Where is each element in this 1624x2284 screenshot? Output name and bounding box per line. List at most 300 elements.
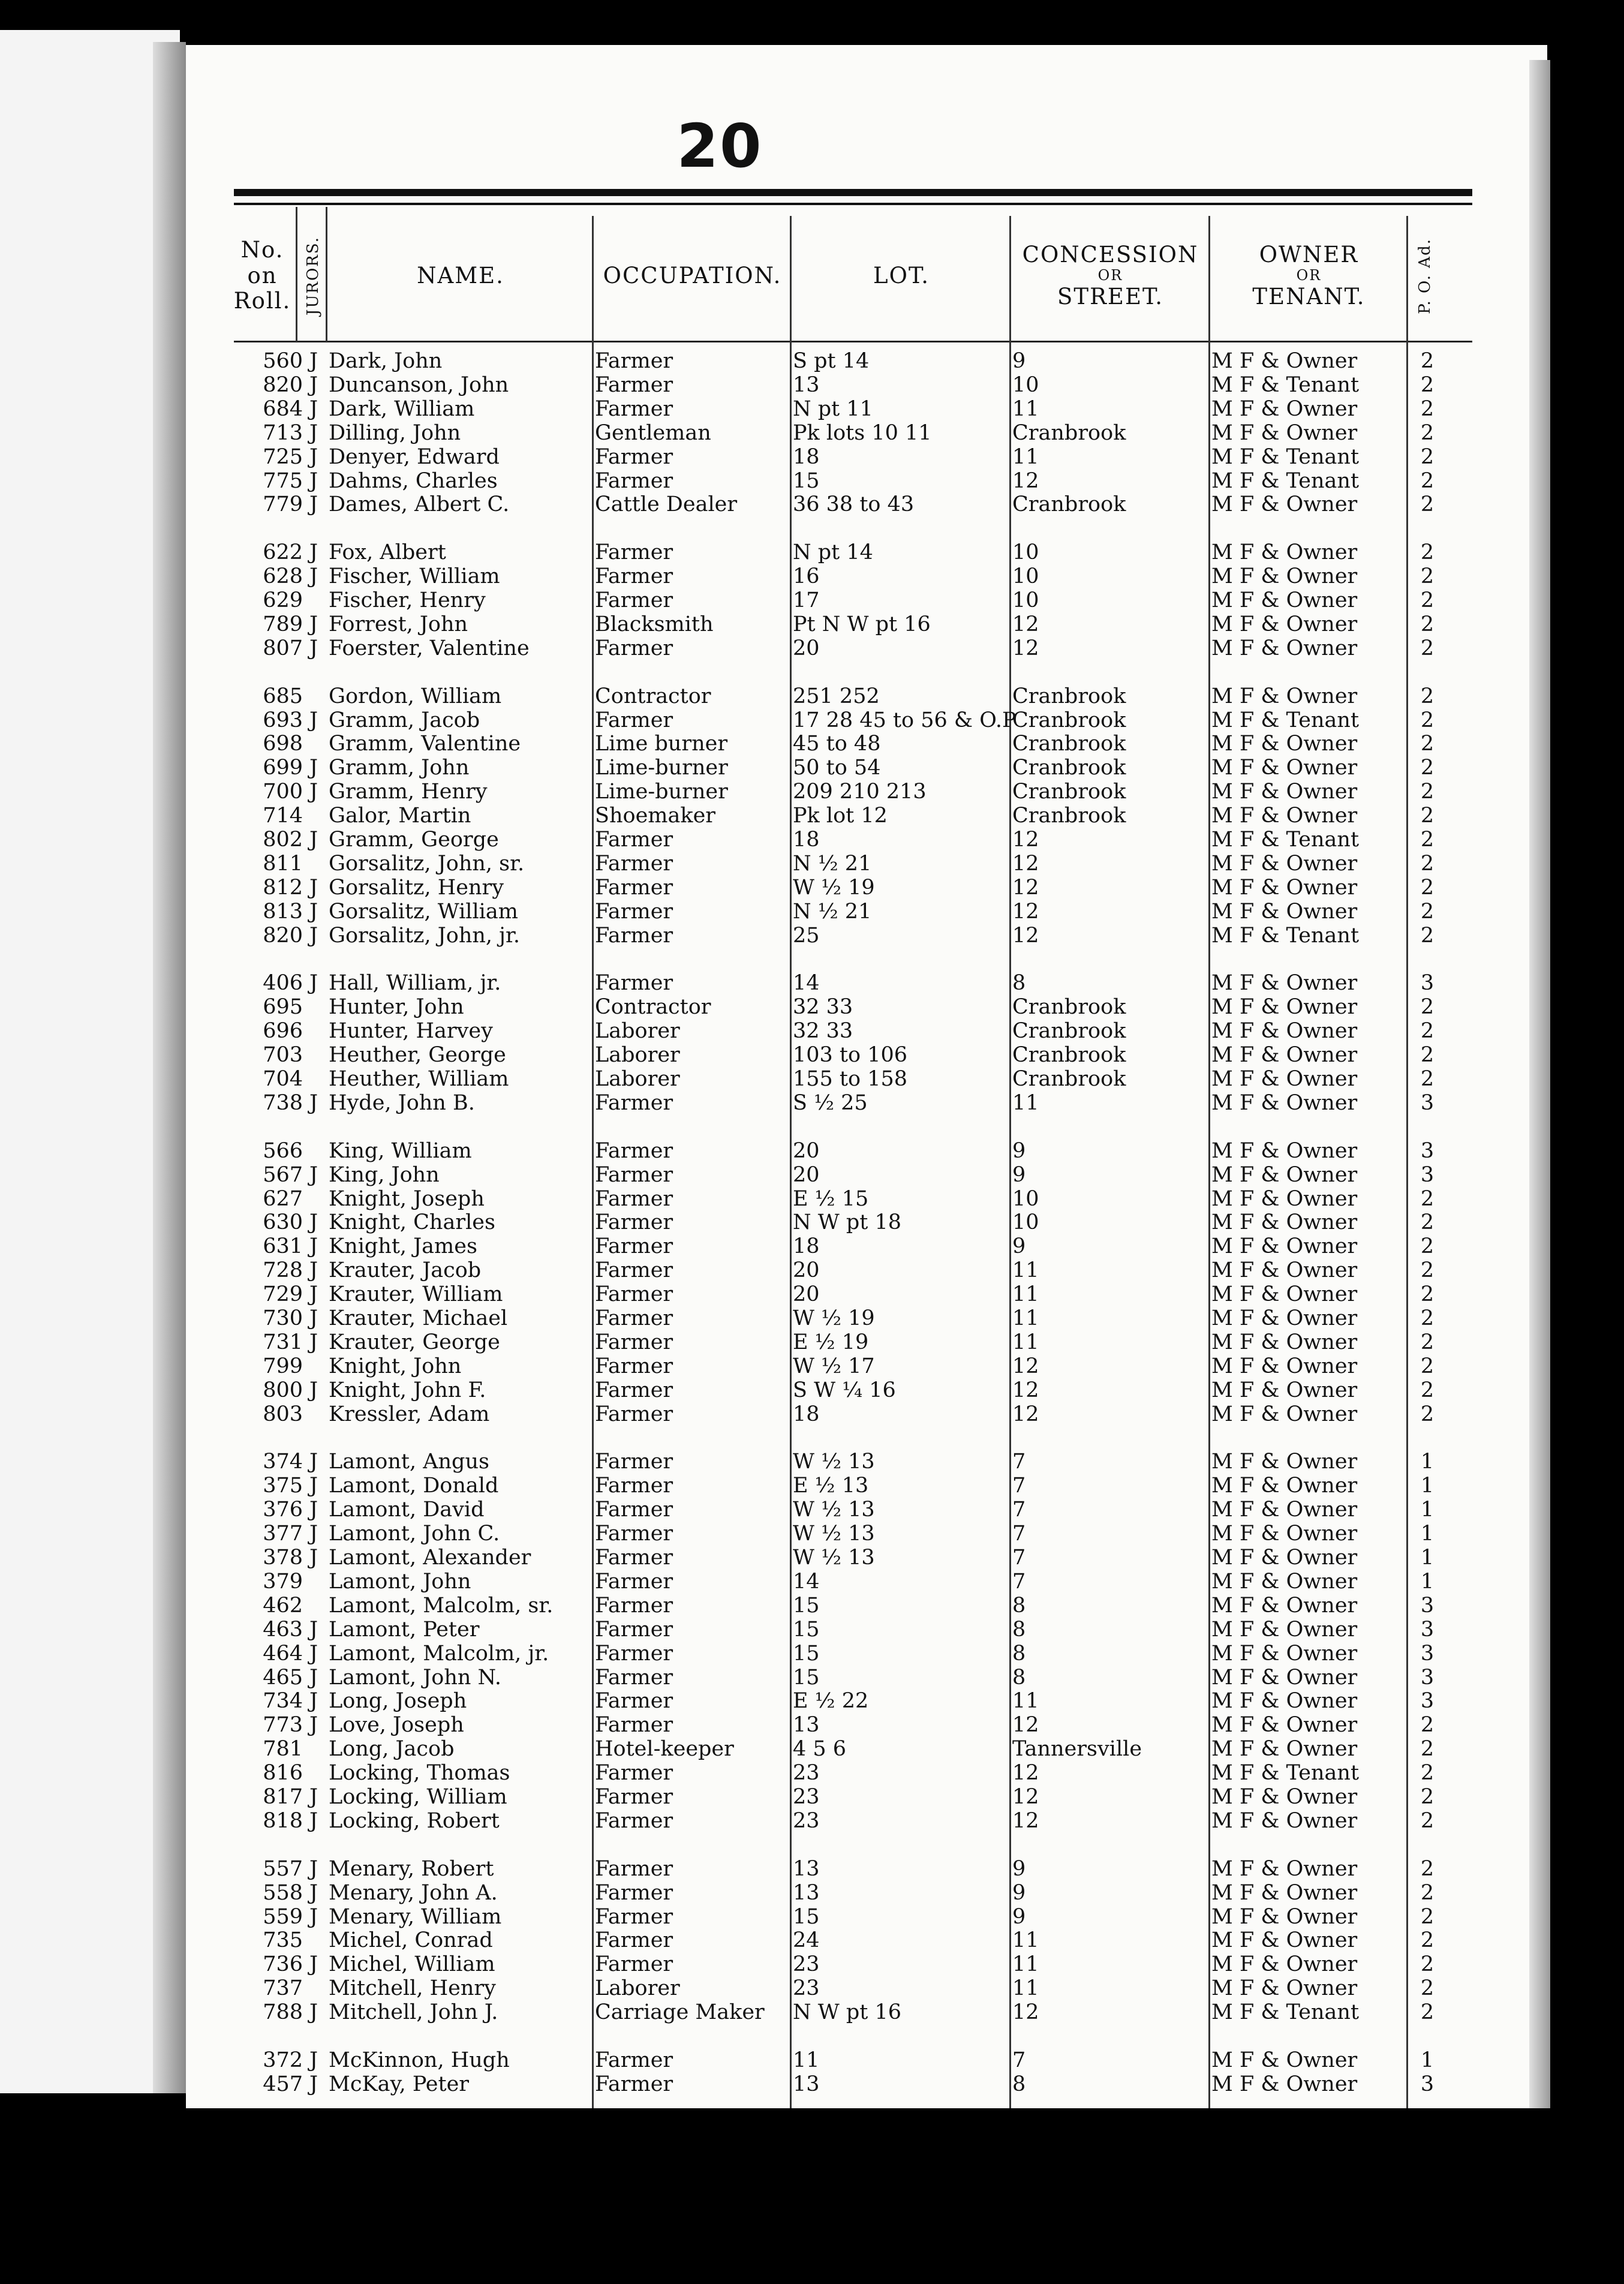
post-office: 2 (1420, 828, 1434, 852)
post-office: 1 (1420, 1546, 1434, 1570)
post-office: 1 (1420, 2048, 1434, 2072)
roll-number: 377 (263, 1522, 303, 1546)
occupation: Farmer (595, 1593, 673, 1618)
occupation: Farmer (595, 1354, 673, 1378)
post-office: 2 (1420, 1043, 1434, 1068)
owner-tenant: M F & Owner (1211, 732, 1358, 756)
concession: 8 (1012, 1665, 1026, 1690)
owner-tenant: M F & Owner (1211, 1162, 1358, 1187)
concession: 7 (1012, 1498, 1026, 1522)
col-divider-jurors-left (296, 207, 297, 342)
owner-tenant: M F & Owner (1211, 492, 1358, 517)
concession: 12 (1012, 1761, 1039, 1786)
post-office: 2 (1420, 995, 1434, 1020)
person-name: Lamont, John (329, 1569, 471, 1594)
person-name: Mitchell, John J. (329, 2000, 498, 2025)
concession: 12 (1012, 612, 1039, 636)
lot: 16 (793, 564, 820, 589)
header-concession-line3: STREET. (1057, 283, 1163, 309)
person-name: Duncanson, John (329, 372, 509, 397)
roll-entry-row (0, 1474, 1475, 1497)
owner-tenant: M F & Owner (1211, 1665, 1358, 1690)
post-office: 2 (1420, 1904, 1434, 1929)
roll-number: 737 (263, 1976, 303, 2001)
lot: W ½ 17 (793, 1354, 875, 1378)
juror-mark: J (309, 1665, 318, 1690)
post-office: 2 (1420, 444, 1434, 469)
lot: 14 (793, 971, 820, 996)
person-name: Locking, Robert (329, 1808, 500, 1833)
occupation: Farmer (595, 1617, 673, 1642)
post-office: 2 (1420, 1019, 1434, 1044)
owner-tenant: M F & Owner (1211, 420, 1358, 445)
concession: Cranbrook (1012, 1043, 1126, 1068)
roll-number: 799 (263, 1354, 303, 1378)
roll-number: 379 (263, 1569, 303, 1594)
owner-tenant: M F & Owner (1211, 1090, 1358, 1115)
owner-tenant: M F & Owner (1211, 875, 1358, 900)
juror-mark: J (309, 828, 318, 852)
owner-tenant: M F & Owner (1211, 1546, 1358, 1570)
header-po-address (1411, 219, 1439, 333)
roll-entry-row (0, 589, 1475, 612)
person-name: McKay, Peter (329, 2072, 470, 2096)
person-name: Dahms, Charles (329, 468, 498, 493)
person-name: Locking, Thomas (329, 1761, 510, 1786)
owner-tenant: M F & Owner (1211, 564, 1358, 589)
header-no-on-roll (225, 216, 300, 336)
post-office: 2 (1420, 396, 1434, 421)
post-office: 2 (1420, 899, 1434, 924)
lot: S ½ 25 (793, 1090, 868, 1115)
lot: 13 (793, 372, 820, 397)
concession: 12 (1012, 1785, 1039, 1809)
concession: 11 (1012, 444, 1039, 469)
occupation: Farmer (595, 2072, 673, 2096)
person-name: Heuther, William (329, 1067, 509, 1091)
lot: N ½ 21 (793, 899, 872, 924)
lot: 50 to 54 (793, 756, 881, 780)
post-office: 2 (1420, 492, 1434, 517)
owner-tenant: M F & Owner (1211, 1210, 1358, 1235)
roll-number: 800 (263, 1378, 303, 1402)
roll-number: 376 (263, 1498, 303, 1522)
owner-tenant: M F & Owner (1211, 1306, 1358, 1330)
occupation: Laborer (595, 1067, 680, 1091)
person-name: Gorsalitz, John, jr. (329, 923, 521, 948)
lot: 155 to 158 (793, 1067, 907, 1091)
owner-tenant: M F & Owner (1211, 1952, 1358, 1977)
occupation: Farmer (595, 468, 673, 493)
juror-mark: J (309, 468, 318, 493)
roll-entry-row (0, 1379, 1475, 1402)
juror-mark: J (309, 349, 318, 373)
post-office: 2 (1420, 1928, 1434, 1953)
roll-number: 378 (263, 1546, 303, 1570)
occupation: Farmer (595, 1569, 673, 1594)
roll-number: 788 (263, 2000, 303, 2025)
owner-tenant: M F & Owner (1211, 899, 1358, 924)
occupation: Farmer (595, 1306, 673, 1330)
concession: 7 (1012, 2048, 1026, 2072)
post-office: 2 (1420, 875, 1434, 900)
post-office: 2 (1420, 1210, 1434, 1235)
occupation: Farmer (595, 1282, 673, 1307)
owner-tenant: M F & Owner (1211, 1282, 1358, 1307)
lot: W ½ 13 (793, 1498, 875, 1522)
roll-entry-row (0, 2073, 1475, 2096)
juror-mark: J (309, 1904, 318, 1929)
person-name: Gramm, John (329, 756, 470, 780)
post-office: 2 (1420, 588, 1434, 612)
post-office: 2 (1420, 540, 1434, 565)
owner-tenant: M F & Owner (1211, 1330, 1358, 1354)
roll-number: 560 (263, 349, 303, 373)
concession: 12 (1012, 923, 1039, 948)
header-lot-label: LOT. (873, 262, 930, 288)
juror-mark: J (309, 1210, 318, 1235)
roll-number: 728 (263, 1258, 303, 1283)
person-name: Menary, John A. (329, 1880, 498, 1905)
juror-mark: J (309, 1378, 318, 1402)
roll-number: 779 (263, 492, 303, 517)
owner-tenant: M F & Owner (1211, 1354, 1358, 1378)
roll-entry-row (0, 1355, 1475, 1378)
owner-tenant: M F & Owner (1211, 1498, 1358, 1522)
concession: 8 (1012, 971, 1026, 996)
roll-entry-row (0, 1738, 1475, 1760)
owner-tenant: M F & Owner (1211, 2048, 1358, 2072)
person-name: Krauter, Jacob (329, 1258, 482, 1283)
concession: 12 (1012, 875, 1039, 900)
occupation: Laborer (595, 1043, 680, 1068)
concession: 8 (1012, 1641, 1026, 1666)
lot: S pt 14 (793, 349, 870, 373)
occupation: Farmer (595, 540, 673, 565)
person-name: Menary, Robert (329, 1856, 494, 1881)
concession: 10 (1012, 540, 1039, 565)
post-office: 2 (1420, 612, 1434, 636)
occupation: Farmer (595, 1330, 673, 1354)
juror-mark: J (309, 1546, 318, 1570)
lot: 13 (793, 1713, 820, 1738)
owner-tenant: M F & Owner (1211, 1378, 1358, 1402)
roll-number: 775 (263, 468, 303, 493)
header-concession-line1: CONCESSION (1022, 241, 1199, 268)
person-name: Kressler, Adam (329, 1402, 490, 1426)
owner-tenant: M F & Tenant (1211, 444, 1360, 469)
roll-number: 703 (263, 1043, 303, 1068)
owner-tenant: M F & Owner (1211, 1928, 1358, 1953)
roll-number: 622 (263, 540, 303, 565)
juror-mark: J (309, 1641, 318, 1666)
person-name: Heuther, George (329, 1043, 506, 1068)
post-office: 2 (1420, 1761, 1434, 1786)
post-office: 2 (1420, 1737, 1434, 1762)
occupation: Farmer (595, 1856, 673, 1881)
header-bottom-rule (234, 341, 1472, 342)
person-name: Hunter, Harvey (329, 1019, 493, 1044)
concession: 12 (1012, 2000, 1039, 2025)
person-name: Dark, John (329, 349, 443, 373)
concession: 12 (1012, 1378, 1039, 1402)
juror-mark: J (309, 2048, 318, 2072)
occupation: Farmer (595, 1402, 673, 1426)
occupation: Hotel-keeper (595, 1737, 734, 1762)
person-name: Krauter, George (329, 1330, 500, 1354)
person-name: Long, Jacob (329, 1737, 455, 1762)
concession: 7 (1012, 1569, 1026, 1594)
roll-entry-row (0, 1498, 1475, 1521)
roll-entry-row (0, 1307, 1475, 1330)
roll-entry-row (0, 1546, 1475, 1569)
juror-mark: J (309, 1474, 318, 1498)
post-office: 2 (1420, 1785, 1434, 1809)
header-concession (1012, 216, 1208, 336)
person-name: Foerster, Valentine (329, 636, 530, 660)
roll-entry-row (0, 2049, 1475, 2072)
owner-tenant: M F & Owner (1211, 1402, 1358, 1426)
concession: 11 (1012, 1976, 1039, 2001)
post-office: 2 (1420, 420, 1434, 445)
occupation: Farmer (595, 1474, 673, 1498)
page-right-edge (1529, 60, 1550, 2108)
occupation: Farmer (595, 1713, 673, 1738)
lot: 13 (793, 2072, 820, 2096)
person-name: Michel, William (329, 1952, 495, 1977)
occupation: Contractor (595, 684, 711, 708)
juror-mark: J (309, 396, 318, 421)
juror-mark: J (309, 636, 318, 660)
roll-entry-row (0, 732, 1475, 755)
header-lot (793, 216, 1010, 336)
lot: W ½ 13 (793, 1450, 875, 1474)
owner-tenant: M F & Owner (1211, 636, 1358, 660)
person-name: Galor, Martin (329, 804, 471, 828)
person-name: Gramm, Henry (329, 780, 488, 804)
occupation: Farmer (595, 349, 673, 373)
roll-entry-row (0, 493, 1475, 516)
concession: 8 (1012, 1617, 1026, 1642)
concession: 12 (1012, 1402, 1039, 1426)
post-office: 2 (1420, 1976, 1434, 2001)
post-office: 3 (1420, 1138, 1434, 1163)
juror-mark: J (309, 1162, 318, 1187)
concession: 9 (1012, 1904, 1026, 1929)
lot: 24 (793, 1928, 820, 1953)
juror-mark: J (309, 492, 318, 517)
owner-tenant: M F & Owner (1211, 612, 1358, 636)
lot: 45 to 48 (793, 732, 881, 756)
roll-number: 372 (263, 2048, 303, 2072)
post-office: 2 (1420, 564, 1434, 589)
concession: Cranbrook (1012, 1067, 1126, 1091)
owner-tenant: M F & Owner (1211, 1785, 1358, 1809)
post-office: 2 (1420, 372, 1434, 397)
occupation: Farmer (595, 1641, 673, 1666)
concession: Cranbrook (1012, 780, 1126, 804)
roll-entry-row (0, 1882, 1475, 1904)
header-concession-or: OR (1097, 267, 1123, 284)
lot: 20 (793, 1162, 820, 1187)
person-name: Gorsalitz, John, sr. (329, 851, 525, 876)
occupation: Blacksmith (595, 612, 714, 636)
roll-entry-row (0, 1594, 1475, 1617)
roll-number: 463 (263, 1617, 303, 1642)
post-office: 2 (1420, 923, 1434, 948)
concession: 11 (1012, 1282, 1039, 1307)
lot: 14 (793, 1569, 820, 1594)
roll-number: 730 (263, 1306, 303, 1330)
post-office: 2 (1420, 684, 1434, 708)
lot: S W ¼ 16 (793, 1378, 896, 1402)
roll-entry-row (0, 1810, 1475, 1832)
concession: 7 (1012, 1474, 1026, 1498)
roll-number: 818 (263, 1808, 303, 1833)
post-office: 1 (1420, 1498, 1434, 1522)
owner-tenant: M F & Owner (1211, 1689, 1358, 1714)
concession: 10 (1012, 1186, 1039, 1211)
roll-number: 729 (263, 1282, 303, 1307)
header-name (329, 216, 593, 336)
roll-number: 725 (263, 444, 303, 469)
roll-entry-row (0, 1092, 1475, 1114)
lot: 20 (793, 636, 820, 660)
roll-number: 704 (263, 1067, 303, 1091)
lot: 17 (793, 588, 820, 612)
header-owner-line1: OWNER (1259, 241, 1359, 268)
juror-mark: J (309, 1450, 318, 1474)
post-office: 2 (1420, 1282, 1434, 1307)
lot: 15 (793, 468, 820, 493)
roll-number: 629 (263, 588, 303, 612)
lot: 15 (793, 1593, 820, 1618)
person-name: Lamont, Angus (329, 1450, 489, 1474)
person-name: Dilling, John (329, 420, 461, 445)
occupation: Laborer (595, 1976, 680, 2001)
roll-number: 781 (263, 1737, 303, 1762)
juror-mark: J (309, 1952, 318, 1977)
occupation: Farmer (595, 564, 673, 589)
roll-number: 628 (263, 564, 303, 589)
owner-tenant: M F & Owner (1211, 1976, 1358, 2001)
lot: 23 (793, 1952, 820, 1977)
post-office: 2 (1420, 780, 1434, 804)
person-name: Lamont, Malcolm, sr. (329, 1593, 554, 1618)
person-name: Knight, James (329, 1234, 477, 1259)
person-name: Hyde, John B. (329, 1090, 475, 1115)
person-name: Gramm, Jacob (329, 708, 480, 732)
roll-number: 375 (263, 1474, 303, 1498)
lot: 32 33 (793, 1019, 853, 1044)
concession: 12 (1012, 1713, 1039, 1738)
post-office: 2 (1420, 1330, 1434, 1354)
roll-entry-row (0, 1283, 1475, 1306)
owner-tenant: M F & Owner (1211, 2072, 1358, 2096)
roll-number: 696 (263, 1019, 303, 1044)
person-name: Lamont, David (329, 1498, 485, 1522)
occupation: Farmer (595, 2048, 673, 2072)
roll-entry-row (0, 780, 1475, 803)
owner-tenant: M F & Owner (1211, 588, 1358, 612)
person-name: Lamont, Peter (329, 1617, 480, 1642)
concession: Cranbrook (1012, 732, 1126, 756)
roll-entry-row (0, 1068, 1475, 1090)
post-office: 2 (1420, 1402, 1434, 1426)
juror-mark: J (309, 1498, 318, 1522)
roll-entry-row (0, 924, 1475, 947)
roll-entry-row (0, 1786, 1475, 1808)
roll-entry-row (0, 1858, 1475, 1880)
juror-mark: J (309, 1306, 318, 1330)
occupation: Farmer (595, 588, 673, 612)
owner-tenant: M F & Owner (1211, 1450, 1358, 1474)
concession: 9 (1012, 1138, 1026, 1163)
owner-tenant: M F & Owner (1211, 1186, 1358, 1211)
occupation: Farmer (595, 1761, 673, 1786)
concession: Cranbrook (1012, 492, 1126, 517)
occupation: Farmer (595, 1665, 673, 1690)
roll-entry-row (0, 852, 1475, 875)
occupation: Cattle Dealer (595, 492, 738, 517)
person-name: Lamont, John N. (329, 1665, 502, 1690)
owner-tenant: M F & Tenant (1211, 2000, 1360, 2025)
concession: 11 (1012, 1928, 1039, 1953)
juror-mark: J (309, 708, 318, 732)
concession: 11 (1012, 1952, 1039, 1977)
person-name: Knight, Charles (329, 1210, 495, 1235)
lot: N W pt 16 (793, 2000, 901, 2025)
roll-number: 820 (263, 372, 303, 397)
roll-number: 465 (263, 1665, 303, 1690)
occupation: Lime-burner (595, 780, 728, 804)
occupation: Farmer (595, 1138, 673, 1163)
juror-mark: J (309, 1258, 318, 1283)
post-office: 2 (1420, 1258, 1434, 1283)
owner-tenant: M F & Owner (1211, 1043, 1358, 1068)
concession: 7 (1012, 1450, 1026, 1474)
roll-number: 627 (263, 1186, 303, 1211)
juror-mark: J (309, 444, 318, 469)
post-office: 2 (1420, 1808, 1434, 1833)
concession: 12 (1012, 636, 1039, 660)
roll-number: 457 (263, 2072, 303, 2096)
roll-number: 695 (263, 995, 303, 1020)
juror-mark: J (309, 1522, 318, 1546)
roll-entry-row (0, 613, 1475, 636)
person-name: Fischer, Henry (329, 588, 486, 612)
owner-tenant: M F & Owner (1211, 971, 1358, 996)
lot: 13 (793, 1880, 820, 1905)
post-office: 3 (1420, 1641, 1434, 1666)
concession: Cranbrook (1012, 684, 1126, 708)
concession: Cranbrook (1012, 756, 1126, 780)
concession: 8 (1012, 1593, 1026, 1618)
post-office: 3 (1420, 1162, 1434, 1187)
header-occupation (595, 216, 790, 336)
roll-entry-row (0, 565, 1475, 588)
roll-number: 631 (263, 1234, 303, 1259)
owner-tenant: M F & Owner (1211, 851, 1358, 876)
person-name: Lamont, Donald (329, 1474, 499, 1498)
person-name: Love, Joseph (329, 1713, 464, 1738)
post-office: 2 (1420, 851, 1434, 876)
owner-tenant: M F & Owner (1211, 1138, 1358, 1163)
lot: 17 28 45 to 56 & O.P (793, 708, 1016, 732)
occupation: Farmer (595, 1450, 673, 1474)
owner-tenant: M F & Owner (1211, 1856, 1358, 1881)
lot: 15 (793, 1665, 820, 1690)
